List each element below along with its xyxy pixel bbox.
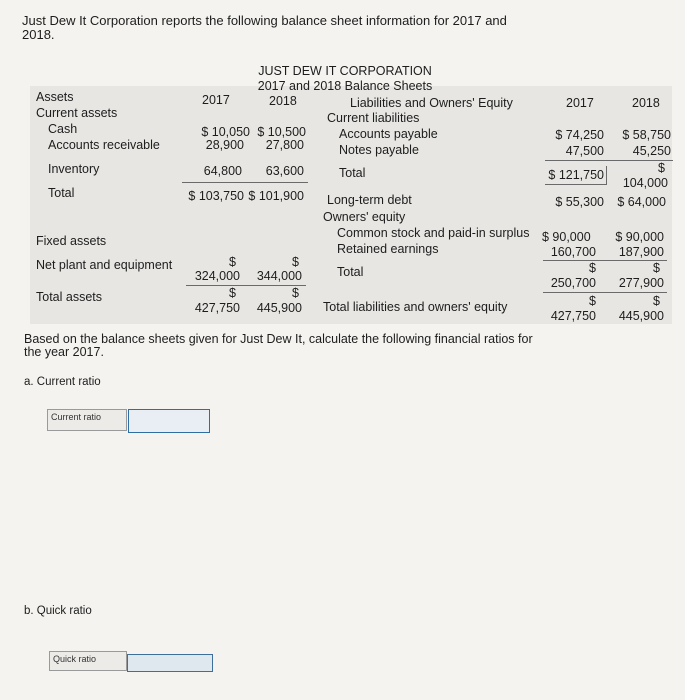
notes-2017: 47,500	[565, 144, 604, 158]
question-text: Based on the balance sheets given for Just Dew It, calculate the following financial ratios for the year 2017.	[24, 332, 533, 359]
quick-ratio-label: Quick ratio	[49, 651, 127, 671]
inventory-label: Inventory	[48, 162, 100, 176]
net-plant-2018: 344,000	[256, 269, 302, 283]
retained-earnings-2018: 187,900	[618, 245, 664, 259]
equity-underline	[543, 292, 667, 293]
liabilities-total-2017: $ 121,750	[548, 168, 604, 182]
equity-total-currency-2017: $	[589, 261, 596, 275]
assets-total-2017: $ 103,750	[188, 189, 244, 203]
owners-equity-header: Owners' equity	[323, 210, 406, 224]
retained-underline	[543, 260, 667, 261]
liabilities-total-label: Total	[339, 166, 366, 180]
equity-total-label: Total	[337, 265, 364, 279]
liabilities-total-currency-2018: $	[658, 161, 665, 175]
net-plant-currency-2018: $	[292, 255, 299, 269]
quick-ratio-input[interactable]	[127, 654, 213, 672]
assets-col-2018: 2018	[269, 94, 297, 108]
total-assets-2017: 427,750	[194, 301, 240, 315]
assets-header: Assets	[36, 90, 74, 104]
receivable-2018: 27,800	[265, 138, 304, 152]
long-term-debt-2017: $ 55,300	[555, 195, 604, 209]
cash-label: Cash	[48, 122, 78, 136]
total-assets-currency-2018: $	[292, 286, 299, 300]
net-plant-currency-2017: $	[229, 255, 236, 269]
retained-earnings-2017: 160,700	[550, 245, 596, 259]
cash-2017: $ 10,050	[201, 125, 250, 139]
common-stock-label: Common stock and paid-in surplus	[337, 226, 530, 240]
current-liabilities-header: Current liabilities	[327, 111, 420, 125]
common-stock-2017: $ 90,000	[542, 230, 591, 244]
notes-underline	[545, 160, 673, 161]
part-b-title: b. Quick ratio	[24, 605, 92, 617]
current-ratio-input[interactable]	[128, 409, 210, 433]
long-term-debt-2018: $ 64,000	[617, 195, 666, 209]
sheet-subtitle: 2017 and 2018 Balance Sheets	[257, 79, 433, 93]
net-plant-underline	[186, 285, 306, 286]
intro-text: Just Dew It Corporation reports the following balance sheet information for 2017 and 2018.	[22, 13, 507, 42]
notes-2018: 45,250	[632, 144, 671, 158]
assets-total-label: Total	[48, 186, 75, 200]
liabilities-col-2018: 2018	[632, 96, 660, 110]
total-le-currency-2017: $	[589, 294, 596, 308]
payable-label: Accounts payable	[339, 127, 438, 141]
receivable-2017: 28,900	[205, 138, 244, 152]
total-assets-currency-2017: $	[229, 286, 236, 300]
cash-2018: $ 10,500	[257, 125, 306, 139]
receivable-label: Accounts receivable	[48, 138, 160, 152]
notes-label: Notes payable	[339, 143, 419, 157]
inventory-2017: 64,800	[203, 164, 242, 178]
total-le-label: Total liabilities and owners' equity	[323, 300, 508, 314]
assets-col-2017: 2017	[202, 93, 230, 107]
liabilities-total-2018: 104,000	[622, 176, 668, 190]
assets-total-2018: $ 101,900	[248, 189, 304, 203]
common-stock-2018: $ 90,000	[615, 230, 664, 244]
equity-total-2017: 250,700	[550, 276, 596, 290]
total-le-2017: 427,750	[550, 309, 596, 323]
total-le-2018: 445,900	[618, 309, 664, 323]
equity-total-currency-2018: $	[653, 261, 660, 275]
liabilities-header: Liabilities and Owners' Equity	[350, 96, 513, 110]
inventory-2018: 63,600	[265, 164, 304, 178]
payable-2017: $ 74,250	[555, 128, 604, 142]
company-name: JUST DEW IT CORPORATION	[258, 64, 432, 78]
total-assets-label: Total assets	[36, 290, 103, 304]
retained-earnings-label: Retained earnings	[337, 242, 439, 256]
liabilities-col-2017: 2017	[566, 96, 594, 110]
current-assets-header: Current assets	[36, 106, 118, 120]
net-plant-2017: 324,000	[194, 269, 240, 283]
equity-total-2018: 277,900	[618, 276, 664, 290]
net-plant-label: Net plant and equipment	[36, 258, 173, 272]
inventory-underline	[182, 182, 308, 183]
long-term-debt-label: Long-term debt	[327, 193, 412, 207]
payable-2018: $ 58,750	[622, 128, 671, 142]
fixed-assets-header: Fixed assets	[36, 234, 107, 248]
total-le-currency-2018: $	[653, 294, 660, 308]
current-ratio-label: Current ratio	[47, 409, 127, 431]
total-assets-2018: 445,900	[256, 301, 302, 315]
liabilities-total-underline	[545, 184, 607, 185]
part-a-title: a. Current ratio	[24, 376, 101, 388]
liabilities-total-divider	[606, 166, 607, 184]
